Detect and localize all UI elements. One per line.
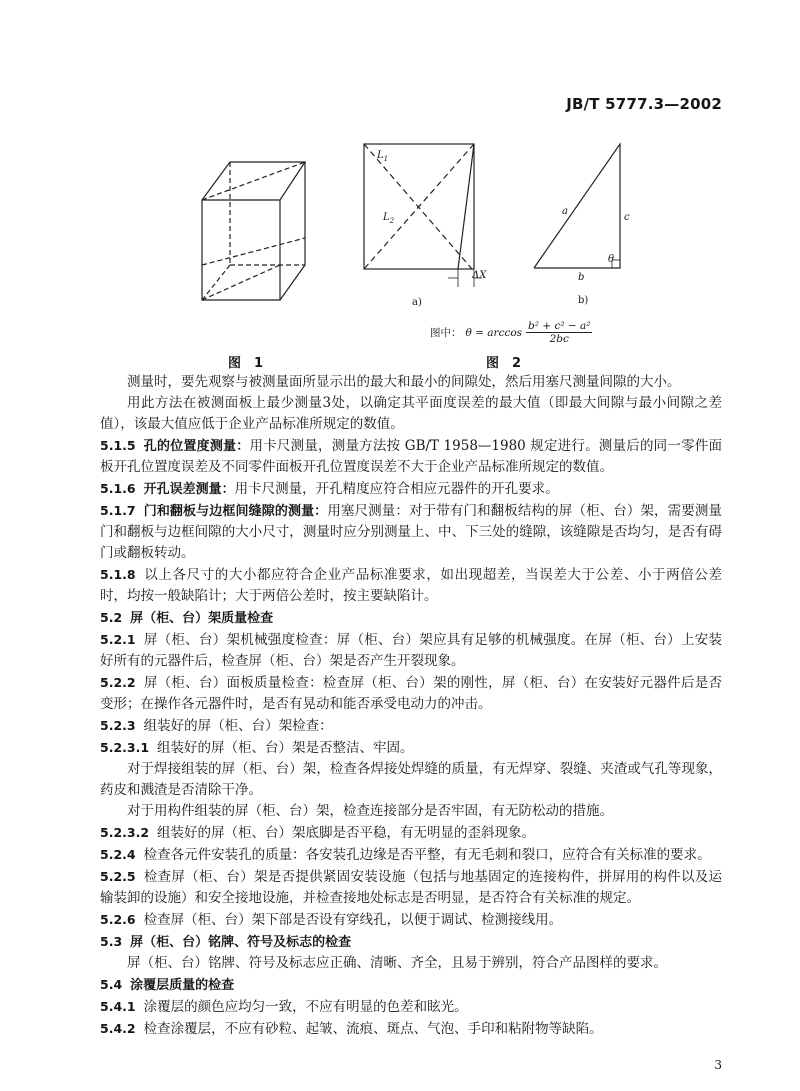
clause-text: 组装好的屏（柜、台）架是否整洁、牢固。 [157, 740, 414, 756]
clause-text: 用卡尺测量，开孔精度应符合相应元器件的开孔要求。 [234, 481, 559, 497]
label-theta: θ [608, 254, 615, 265]
paragraph [100, 801, 722, 822]
clause [100, 1018, 722, 1040]
clause-number: 5.1.8 [100, 567, 136, 582]
clause [100, 629, 722, 672]
clause-text: 检查各元件安装孔的质量：各安装孔边缘是否平整，有无毛刺和裂口，应符合有关标准的要求。 [143, 847, 711, 863]
clause-text: 检查涂覆层，不应有砂粒、起皱、流痕、斑点、气泡、手印和粘附物等缺陷。 [143, 1021, 603, 1037]
clause [100, 866, 722, 909]
clause-title: 门和翻板与边框间缝隙的测量： [143, 504, 328, 519]
paragraph-text: 用此方法在被测面板上最少测量3处，以确定其平面度误差的最大值（即最大间隙与最小间隙之差值），该最大值应低于企业产品标准所规定的数值。 [100, 395, 722, 432]
label-side-c: c [624, 212, 630, 223]
page-number: 3 [714, 1058, 722, 1072]
clause [100, 715, 722, 737]
clause-number: 5.1.5 [100, 438, 136, 453]
clause-text: 检查屏（柜、台）架是否提供紧固安装设施（包括与地基固定的连接构件，拼屏用的构件以及运输装卸的设施）和安全接地设施，并检查接地处标志是否明显，是否符合有关标准的规定。 [100, 869, 722, 906]
paragraph [100, 393, 722, 435]
section-number: 5.4 [100, 977, 123, 992]
clause-number: 5.2.3.1 [100, 740, 150, 755]
clause [100, 996, 722, 1018]
figure-1-caption: 图 1 [228, 356, 264, 371]
clause-number: 5.1.7 [100, 503, 136, 518]
clause-number: 5.4.2 [100, 1021, 136, 1036]
label-l2: $L_2$ [383, 212, 395, 225]
section-number: 5.2 [100, 610, 123, 625]
clause-text: 检查屏（柜、台）架下部是否设有穿线孔，以便于调试、检测接线用。 [143, 912, 563, 928]
document-id: JB/T 5777.3—2002 [566, 95, 722, 113]
clause [100, 478, 722, 500]
body-text [100, 372, 722, 1040]
clause-text: 组装好的屏（柜、台）架底脚是否平稳，有无明显的歪斜现象。 [157, 825, 536, 841]
paragraph-text: 测量时，要先观察与被测量面所显示出的最大和最小的间隙处，然后用塞尺测量间隙的大小。 [127, 374, 681, 390]
figure-2b-triangle [532, 142, 632, 272]
paragraph [100, 372, 722, 393]
paragraph-text: 对于焊接组装的屏（柜、台）架，检查各焊接处焊缝的质量，有无焊穿、裂缝、夹渣或气孔等现象，药皮和溅渣是否清除干净。 [100, 761, 722, 798]
paragraph [100, 953, 722, 974]
section-heading [100, 974, 722, 996]
clause-text: 组装好的屏（柜、台）架检查： [143, 718, 333, 734]
clause-number: 5.2.1 [100, 632, 136, 647]
clause [100, 564, 722, 607]
section-title: 屏（柜、台）铭牌、符号及标志的检查 [130, 935, 352, 950]
clause-title: 孔的位置度测量： [143, 439, 250, 454]
clause-text: 涂覆层的颜色应均匀一致，不应有明显的色差和眩光。 [143, 999, 468, 1015]
label-sub-b: b) [578, 295, 589, 306]
label-side-b: b [578, 272, 585, 283]
label-delta-x: ΔX [472, 270, 487, 281]
clause-number: 5.2.3 [100, 718, 136, 733]
clause-title: 开孔误差测量： [143, 482, 235, 497]
paragraph-text: 对于用构件组装的屏（柜、台）架，检查连接部分是否牢固，有无防松动的措施。 [127, 803, 613, 819]
section-number: 5.3 [100, 934, 123, 949]
clause [100, 909, 722, 931]
clause-number: 5.1.6 [100, 481, 136, 496]
clause-text: 用卡尺测量，测量方法按 GB/T 1958—1980 规定进行。测量后的同一零件面板开孔位置度误差及不同零件面板开孔位置度误差不大于企业产品标准所规定的数值。 [100, 438, 722, 475]
label-l1: $L_1$ [377, 150, 389, 163]
clause [100, 500, 722, 564]
clause-text: 屏（柜、台）架机械强度检查：屏（柜、台）架应具有足够的机械强度。在屏（柜、台）上安装好所有的元器件后，检查屏（柜、台）架是否产生开裂现象。 [100, 632, 722, 669]
paragraph-text: 屏（柜、台）铭牌、符号及标志应正确、清晰、齐全，且易于辨别，符合产品图样的要求。 [127, 955, 667, 971]
clause-text: 用塞尺测量：对于带有门和翻板结构的屏（柜、台）架，需要测量门和翻板与边框间隙的大小尺寸，测量时应分别测量上、中、下三处的缝隙，该缝隙是否均匀，是否有碍门或翻板转动。 [100, 503, 722, 561]
clause-text: 屏（柜、台）面板质量检查：检查屏（柜、台）架的刚性，屏（柜、台）在安装好元器件后是否变形；在操作各元器件时，是否有晃动和能否承受电动力的冲击。 [100, 675, 722, 712]
section-heading [100, 607, 722, 629]
clause-number: 5.4.1 [100, 999, 136, 1014]
figure-2-caption: 图 2 [486, 356, 522, 371]
clause-number: 5.2.2 [100, 675, 136, 690]
clause-number: 5.2.4 [100, 847, 136, 862]
clause [100, 822, 722, 844]
figure-1-cube [200, 160, 310, 310]
clause [100, 435, 722, 478]
paragraph [100, 759, 722, 801]
clause-text: 以上各尺寸的大小都应符合企业产品标准要求，如出现超差，当误差大于公差、小于两倍公差时，均按一般缺陷计；大于两倍公差时，按主要缺陷计。 [100, 567, 722, 604]
formula: 图中： θ = arccos b² + c² − a² 2bc [430, 320, 591, 345]
clause-number: 5.2.3.2 [100, 825, 150, 840]
label-side-a: a [562, 206, 568, 217]
section-title: 涂覆层质量的检查 [130, 978, 235, 993]
section-heading [100, 931, 722, 953]
clause-number: 5.2.6 [100, 912, 136, 927]
clause [100, 737, 722, 759]
label-sub-a: a) [412, 297, 422, 308]
clause [100, 672, 722, 715]
section-title: 屏（柜、台）架质量检查 [130, 611, 274, 626]
clause [100, 844, 722, 866]
figures-area [0, 120, 800, 370]
clause-number: 5.2.5 [100, 869, 136, 884]
